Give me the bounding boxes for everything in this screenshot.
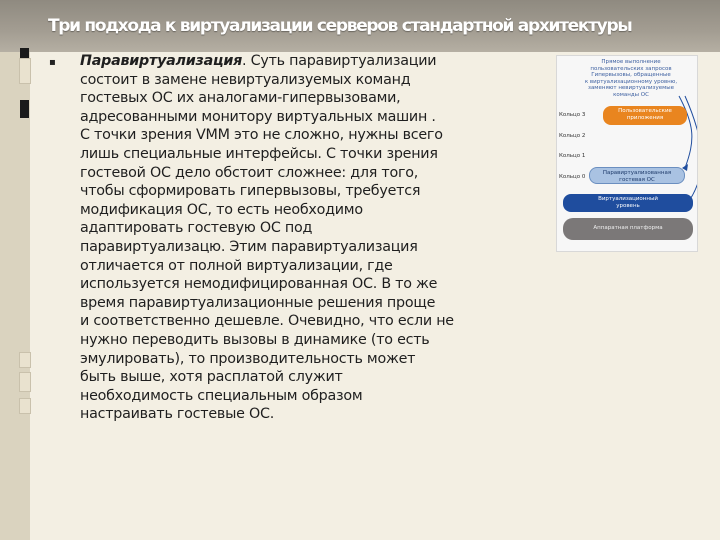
text-line: С точки зрения VMM это не сложно, нужны всего <box>80 127 443 144</box>
text-line: гостевых ОС их аналогами-гипервызовами, <box>80 90 401 107</box>
text-line: необходимость специальным образом <box>80 387 363 404</box>
ring-label: Кольцо 0 <box>559 174 586 180</box>
term: Паравиртуализация <box>80 53 243 69</box>
decor-bar-light <box>19 398 31 414</box>
text-line: лишь специальные интерфейсы. С точки зрения <box>80 145 438 162</box>
hardware-block: Аппаратная платформа <box>563 218 693 240</box>
vmm-block: Виртуализационный уровень <box>563 194 693 212</box>
text-line: быть выше, хотя расплатой служит <box>80 369 343 386</box>
text-line: настраивать гостевые ОС. <box>80 406 274 423</box>
user-apps-block: Пользовательские приложения <box>603 106 687 125</box>
text-line: Паравиртуализация. Суть паравиртуализации <box>80 53 437 69</box>
paravirtualization-diagram <box>556 55 698 252</box>
text-line: нужно переводить вызовы в динамике (то есть <box>80 331 430 348</box>
text-line: состоит в замене невиртуализуемых команд <box>80 71 411 88</box>
text-line: чтобы сформировать гипервызовы, требуется <box>80 183 421 200</box>
decor-bar-light <box>19 372 31 392</box>
body-text <box>80 52 512 424</box>
text-line: и соответственно дешевле. Очевидно, что если не <box>80 313 454 330</box>
guest-os-block: Паравиртуализованная гостевая ОС <box>589 167 685 184</box>
text-line: паравиртуализацю. Этим паравиртуализация <box>80 238 418 255</box>
text-line: модификация ОС, то есть необходимо <box>80 201 363 218</box>
text-line: адаптировать гостевую ОС под <box>80 220 313 237</box>
decor-bar-dark <box>20 100 29 118</box>
decor-bar-light <box>19 58 31 84</box>
slide-title: Три подхода к виртуализации серверов стандартной архитектуры <box>48 16 632 36</box>
bullet-marker: ▪ <box>49 57 56 68</box>
text-line: время паравиртуализационные решения проще <box>80 294 436 311</box>
text-line: используется немодифицированная ОС. В то же <box>80 276 438 293</box>
text-line: отличается от полной виртуализации, где <box>80 257 393 274</box>
diagram-caption: Прямое выполнение пользовательских запросов Гипервызовы, обращенные к виртуализационному уровню, заменяют невиртуализуемые команды ОС <box>584 59 678 98</box>
text-line: гостевой ОС дело обстоит сложнее: для того, <box>80 164 419 181</box>
decor-bar-light <box>19 352 31 368</box>
ring-label: Кольцо 3 <box>559 112 586 118</box>
ring-label: Кольцо 2 <box>559 133 586 139</box>
text-line: эмулировать), то производительность может <box>80 350 416 367</box>
ring-label: Кольцо 1 <box>559 153 586 159</box>
text-line: адресованными монитору виртуальных машин . <box>80 108 436 125</box>
